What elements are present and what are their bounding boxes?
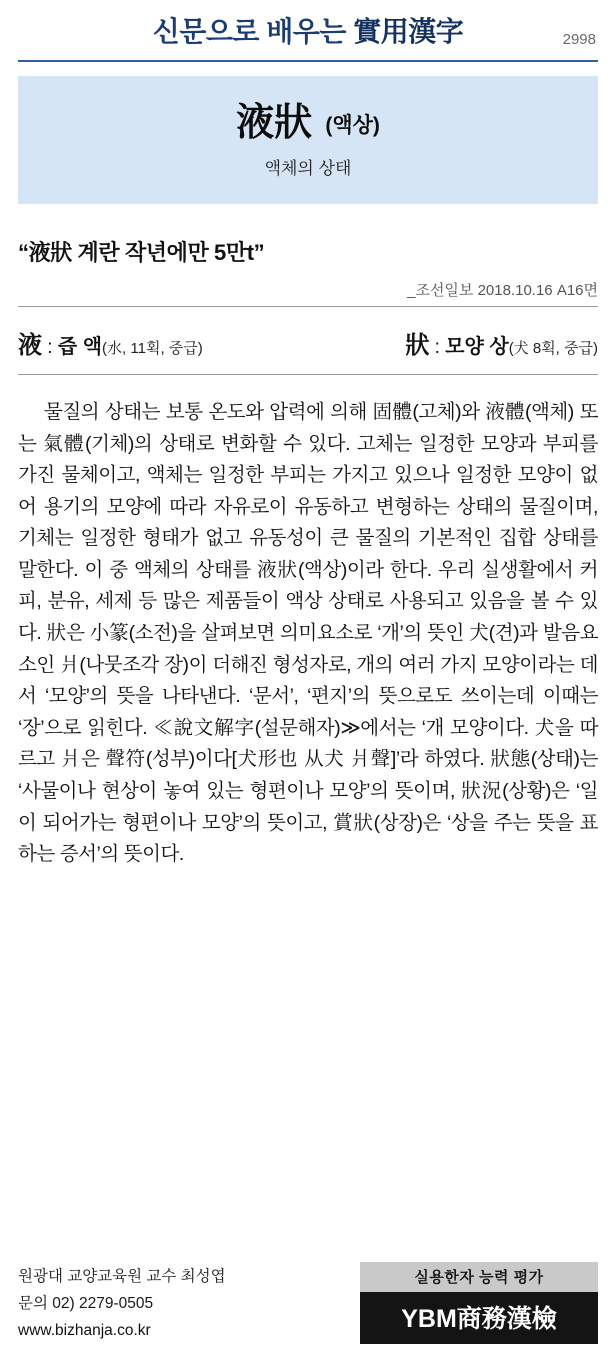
brand-tagline: 실용한자 능력 평가 — [360, 1262, 598, 1292]
headline-rest: 계란 작년에만 5만t” — [71, 240, 265, 265]
definition-colon: : — [42, 337, 58, 358]
footer-credits — [18, 1263, 226, 1344]
definition-char: 液 — [18, 330, 42, 359]
website-link[interactable]: www.bizhanja.co.kr — [18, 1321, 151, 1339]
definition-item — [405, 325, 598, 360]
headline-source: _조선일보 2018.10.16 A16면 — [18, 279, 598, 307]
article-body: 물질의 상태는 보통 온도와 압력에 의해 固體(고체)와 液體(액체) 또는 氣體(기체)의 상태로 변화할 수 있다. 고체는 일정한 모양과 부피를 가진 물체이고, 액체는 일정한 부피는 가지고 있으나 일정한 모양이 없어 용기의 모양에 따라 자유로이 유동하고 변형하는 상태의 물질이며, 기체는 일정한 형태가 없고 유동성이 큰 물질의 기본적인 집합 상태를 말한다. 이 중 액체의 상태를 液狀(액상)이라 한다. 우리 실생활에서 커피, 분유, 세제 등 많은 제품들이 액상 상태로 사용되고 있음을 볼 수 있다. 狀은 小篆(소전)을 살펴보면 의미요소로 ‘개’의 뜻인 犬(견)과 발음요소인 爿(나뭇조각 장)이 더해진 형성자로, 개의 여러 가지 모양이라는 데서 ‘모양’의 뜻을 나타낸다. ‘문서’, ‘편지’의 뜻으로도 쓰이는데 이때는 ‘장’으로 읽힌다. ≪說文解字(설문해자)≫에서는 ‘개 모양이다. 犬을 따르고 爿은 聲符(성부)이다[犬形也 从犬 爿聲]’라 하였다. 狀態(상태)는 ‘사물이나 현상이 놓여 있는 형편이나 모양’의 뜻이며, 狀況(상황)은 ‘일이 되어가는 형편이나 모양’의 뜻이고, 賞狀(상장)은 ‘상을 주는 뜻을 표하는 증서’의 뜻이다. — [18, 401, 598, 866]
author-line: 원광대 교양교육원 교수 최성엽 — [18, 1267, 226, 1285]
definition-colon: : — [429, 337, 446, 358]
title-meaning: 액체의 상태 — [264, 159, 352, 179]
masthead-title-hanja: 實用漢字 — [353, 16, 464, 47]
contact-line: 문의 02) 2279-0505 — [18, 1294, 154, 1312]
brand-badge — [360, 1262, 598, 1344]
definition-char: 狀 — [405, 330, 430, 359]
definition-korean: 즙 액 — [57, 336, 103, 358]
page-title — [153, 10, 463, 50]
definition-item — [18, 325, 203, 360]
title-hanja-block — [236, 98, 380, 144]
masthead — [18, 0, 598, 62]
headline — [18, 236, 598, 267]
title-band — [18, 76, 598, 204]
headline-open-quote: “ — [18, 240, 29, 265]
title-hanja: 液狀 — [236, 98, 313, 144]
brand-logo: YBM商務漢檢 — [360, 1292, 598, 1344]
title-reading: (액상) — [325, 113, 380, 137]
definition-detail: (犬 8획, 중급) — [508, 340, 598, 357]
headline-hanja: 液狀 — [28, 240, 72, 266]
definition-korean: 모양 상 — [445, 336, 509, 358]
issue-number: 2998 — [562, 31, 596, 48]
definition-detail: (水, 11획, 중급) — [102, 340, 203, 357]
masthead-title-korean: 신문으로 배우는 — [152, 16, 354, 47]
character-definitions — [18, 325, 598, 375]
footer — [18, 1262, 598, 1344]
